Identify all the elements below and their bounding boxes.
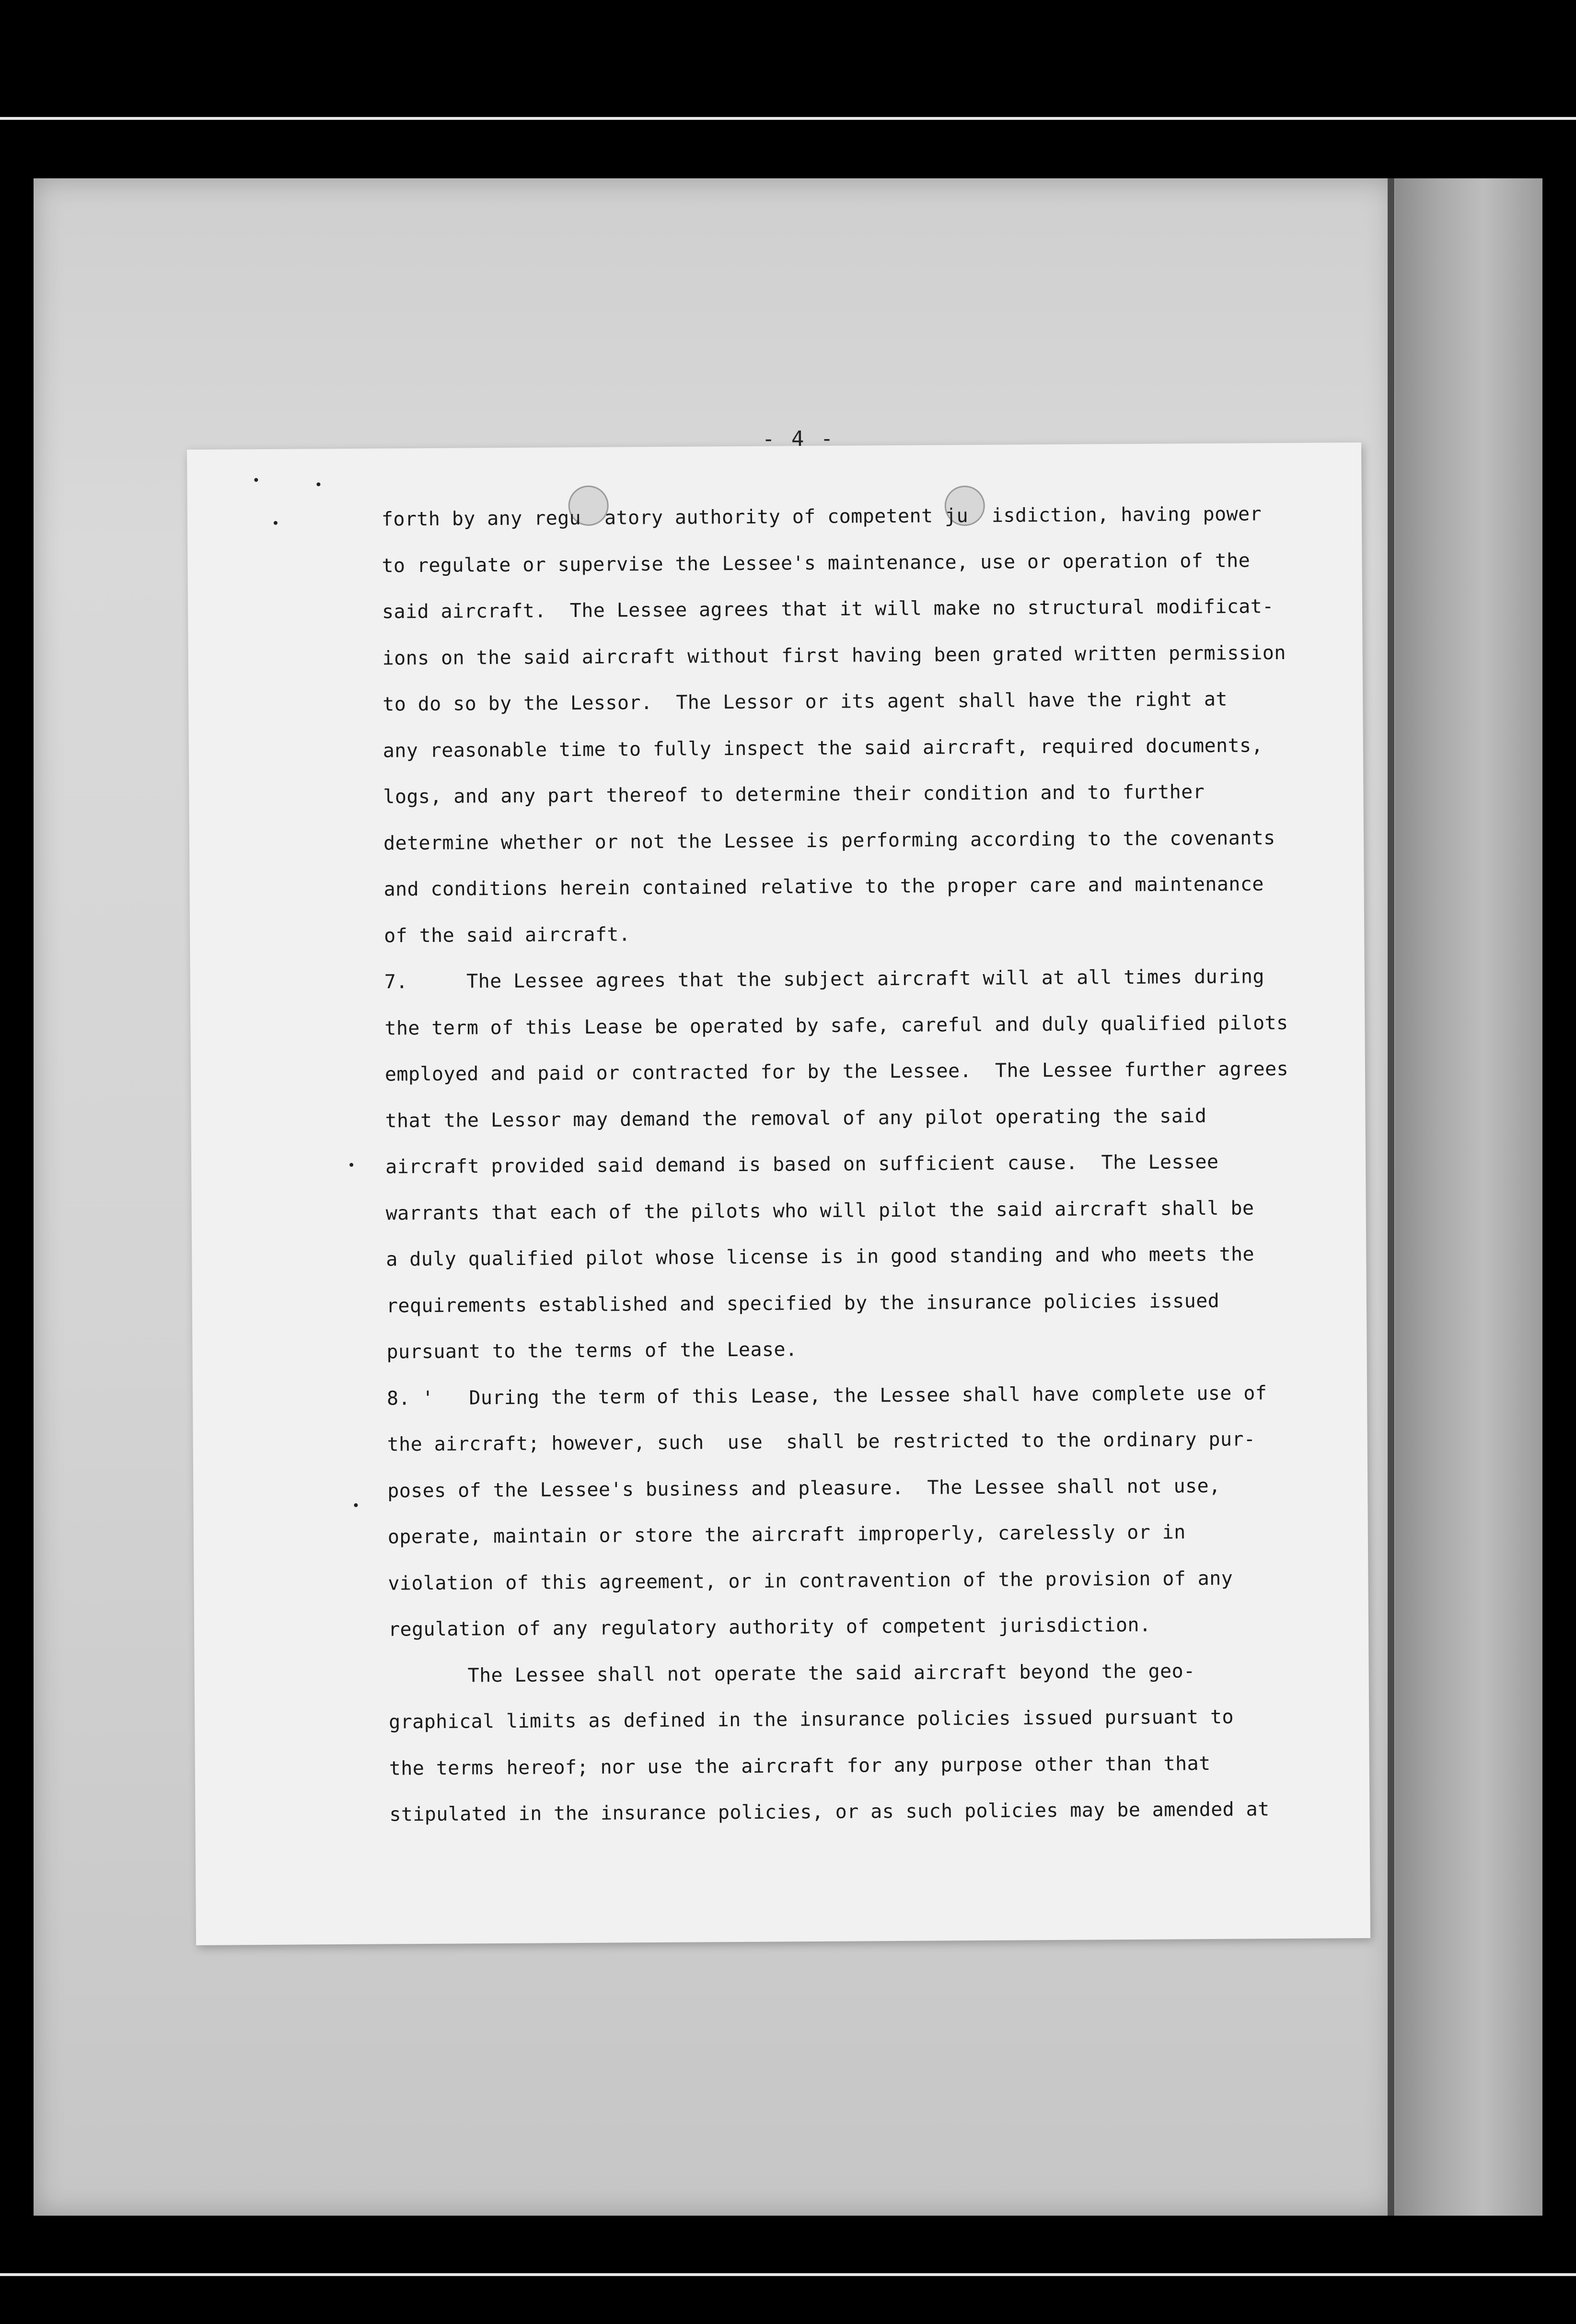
film-rule-bottom	[0, 2273, 1576, 2276]
text-line: of the said aircraft.	[384, 923, 631, 947]
speck	[349, 1163, 353, 1167]
text-line: and conditions herein contained relative to the proper care and maintenance	[383, 873, 1264, 901]
text-line: that the Lessor may demand the removal of any pilot operating the said	[385, 1104, 1207, 1132]
text-line: the term of this Lease be operated by safe, careful and duly qualified pilots	[384, 1011, 1288, 1040]
text-line: regulation of any regulatory authority of competent jurisdiction.	[388, 1614, 1151, 1641]
text-line: forth by any regu atory authority of competent ju isdiction, having power	[381, 503, 1262, 531]
text-line: to regulate or supervise the Lessee's maintenance, use or operation of the	[382, 549, 1251, 577]
text-line: pursuant to the terms of the Lease.	[386, 1338, 798, 1363]
text-line: requirements established and specified by the insurance policies issued	[386, 1290, 1220, 1317]
text-line: violation of this agreement, or in contravention of the provision of any	[388, 1567, 1233, 1594]
text-line: poses of the Lessee's business and pleasure. The Lessee shall not use,	[387, 1475, 1221, 1502]
speck	[316, 482, 320, 486]
text-line: to do so by the Lessor. The Lessor or its agent shall have the right at	[382, 688, 1228, 716]
speck	[354, 1503, 358, 1507]
text-line: logs, and any part thereof to determine their condition and to further	[383, 781, 1205, 808]
speck	[274, 521, 278, 525]
text-line: graphical limits as defined in the insurance policies issued pursuant to	[389, 1706, 1234, 1733]
paragraph-7-start: 7. The Lessee agrees that the subject aircraft will at all times during	[384, 965, 1265, 993]
text-line: stipulated in the insurance policies, or as such policies may be amended at	[389, 1798, 1270, 1826]
film-rule-top	[0, 117, 1576, 120]
text-line: ions on the said aircraft without first having been grated written permission	[382, 641, 1286, 670]
text-line: said aircraft. The Lessee agrees that it will make no structural modificat-	[382, 595, 1274, 623]
paragraph-8-start: 8. ' During the term of this Lease, the Lessee shall have complete use of	[386, 1382, 1267, 1409]
text-line: aircraft provided said demand is based on sufficient cause. The Lessee	[385, 1150, 1219, 1178]
text-line: any reasonable time to fully inspect the said aircraft, required documents,	[382, 734, 1263, 762]
document-page	[187, 426, 1370, 1945]
binder-strip	[1395, 178, 1542, 2216]
text-line: the terms hereof; nor use the aircraft for any purpose other than that	[389, 1752, 1211, 1779]
binder-edge	[1388, 178, 1394, 2216]
speck	[254, 478, 258, 482]
text-line: a duly qualified pilot whose license is in good standing and who meets the	[386, 1243, 1255, 1271]
document-body	[382, 491, 1300, 1838]
text-line: operate, maintain or store the aircraft improperly, carelessly or in	[387, 1521, 1186, 1548]
text-line: warrants that each of the pilots who will pilot the said aircraft shall be	[385, 1197, 1254, 1224]
text-line: employed and paid or contracted for by the Lessee. The Lessee further agrees	[384, 1057, 1289, 1086]
page-number: - 4 -	[762, 426, 835, 452]
text-line: the aircraft; however, such use shall be restricted to the ordinary pur-	[387, 1428, 1256, 1456]
paragraph-start: The Lessee shall not operate the said aircraft beyond the geo-	[467, 1660, 1195, 1686]
text-line: determine whether or not the Lessee is performing according to the covenants	[383, 826, 1275, 855]
